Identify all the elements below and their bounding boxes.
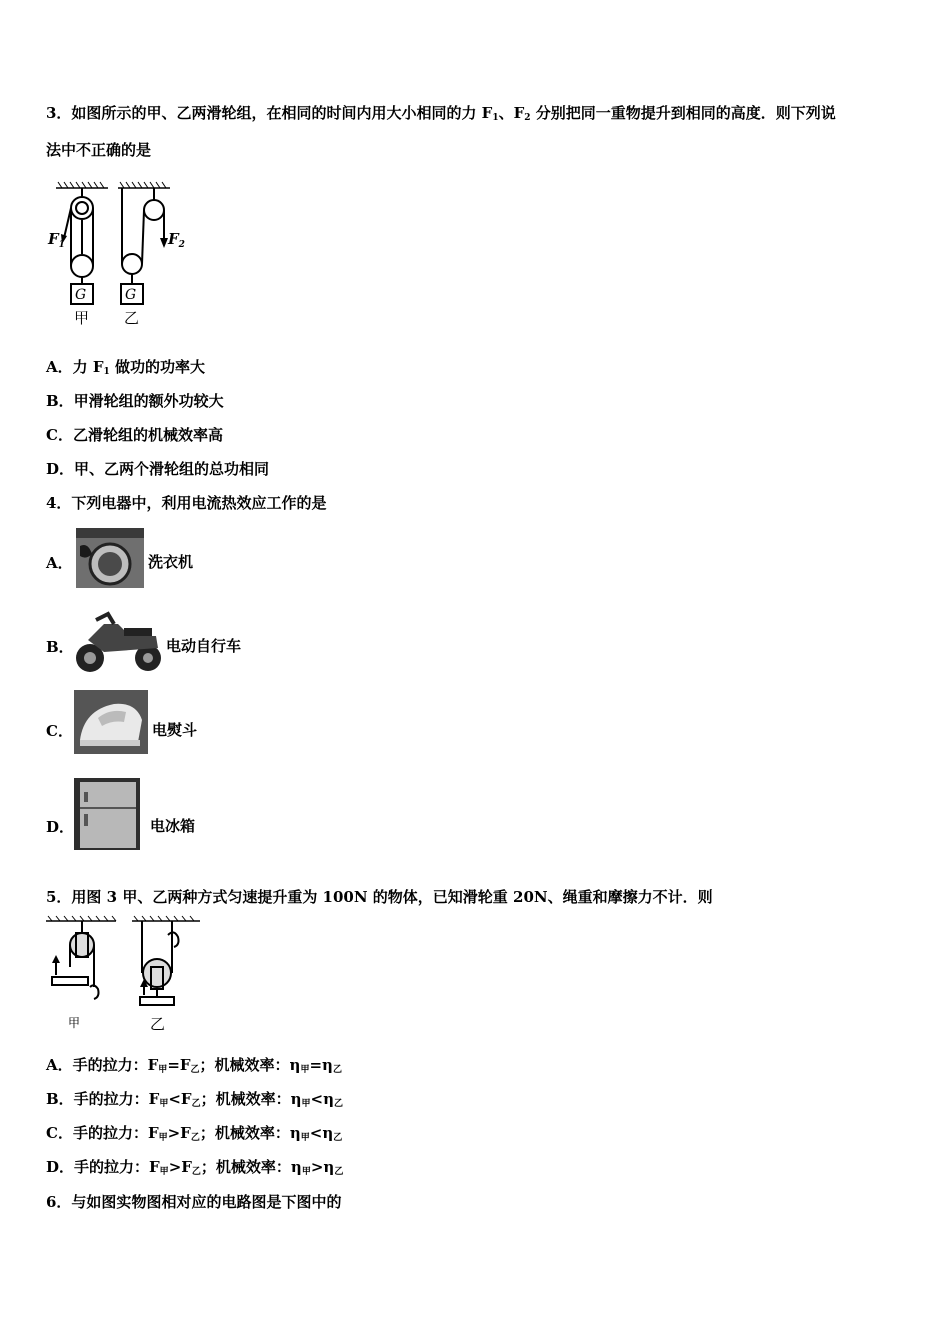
q3-option-a: A．力 $F_1$ 做功的功率大 <box>46 358 206 377</box>
q4-option-d-label: 电冰箱 <box>150 817 196 835</box>
q4-option-a-label: 洗衣机 <box>148 553 194 571</box>
washing-machine-image <box>74 526 146 590</box>
electric-iron-image <box>74 690 148 754</box>
q3-option-b: B．甲滑轮组的额外功较大 <box>46 392 224 410</box>
q4-option-c-label: 电熨斗 <box>152 721 198 739</box>
q3-option-c: C．乙滑轮组的机械效率高 <box>46 426 223 444</box>
q5-label-jia: 甲 <box>68 1016 81 1030</box>
q3-f1-label: $F_1$ <box>48 230 65 250</box>
q3-stem-line1: 3．如图所示的甲、乙两滑轮组，在相同的时间内用大小相同的力 $F_1$、$F_2$ 分别把同一重物提升到相同的高度．则下列说 <box>46 104 836 123</box>
q4-option-b-label: 电动自行车 <box>166 637 242 655</box>
refrigerator-image <box>74 778 140 850</box>
q4-option-a-letter: A． <box>46 554 73 572</box>
q5-option-b: B．手的拉力：$F_甲<F_乙$；机械效率：$\eta_甲<\eta_乙$ <box>46 1090 344 1109</box>
q4-option-d-letter: D． <box>46 818 75 836</box>
q4-option-c-letter: C． <box>46 722 73 740</box>
electric-bike-image <box>74 610 164 676</box>
q5-stem: 5．用图 3 甲、乙两种方式匀速提升重为 100N 的物体，已知滑轮重 20N、绳重和摩擦力不计．则 <box>46 888 713 906</box>
q5-option-d: D．手的拉力：$F_甲>F_乙$；机械效率：$\eta_甲>\eta_乙$ <box>46 1158 344 1177</box>
q4-option-b-letter: B． <box>46 638 74 656</box>
q5-pulley-figure <box>44 915 204 1035</box>
q4-stem: 4．下列电器中，利用电流热效应工作的是 <box>46 494 327 512</box>
q5-option-c: C．手的拉力：$F_甲>F_乙$；机械效率：$\eta_甲<\eta_乙$ <box>46 1124 343 1143</box>
q3-label-yi: 乙 <box>124 309 140 327</box>
q3-stem-line2: 法中不正确的是 <box>46 141 152 159</box>
q3-label-jia: 甲 <box>74 309 90 327</box>
q3-g-right: G <box>125 287 137 303</box>
q5-option-a: A．手的拉力：$F_甲=F_乙$；机械效率：$\eta_甲=\eta_乙$ <box>46 1056 342 1075</box>
q3-pulley-figure <box>44 178 194 328</box>
q5-label-yi: 乙 <box>150 1015 166 1033</box>
q3-option-d: D．甲、乙两个滑轮组的总功相同 <box>46 460 270 478</box>
q6-stem: 6．与如图实物图相对应的电路图是下图中的 <box>46 1193 342 1211</box>
q3-f2-label: $F_2$ <box>168 230 185 250</box>
q3-g-left: G <box>75 287 87 303</box>
